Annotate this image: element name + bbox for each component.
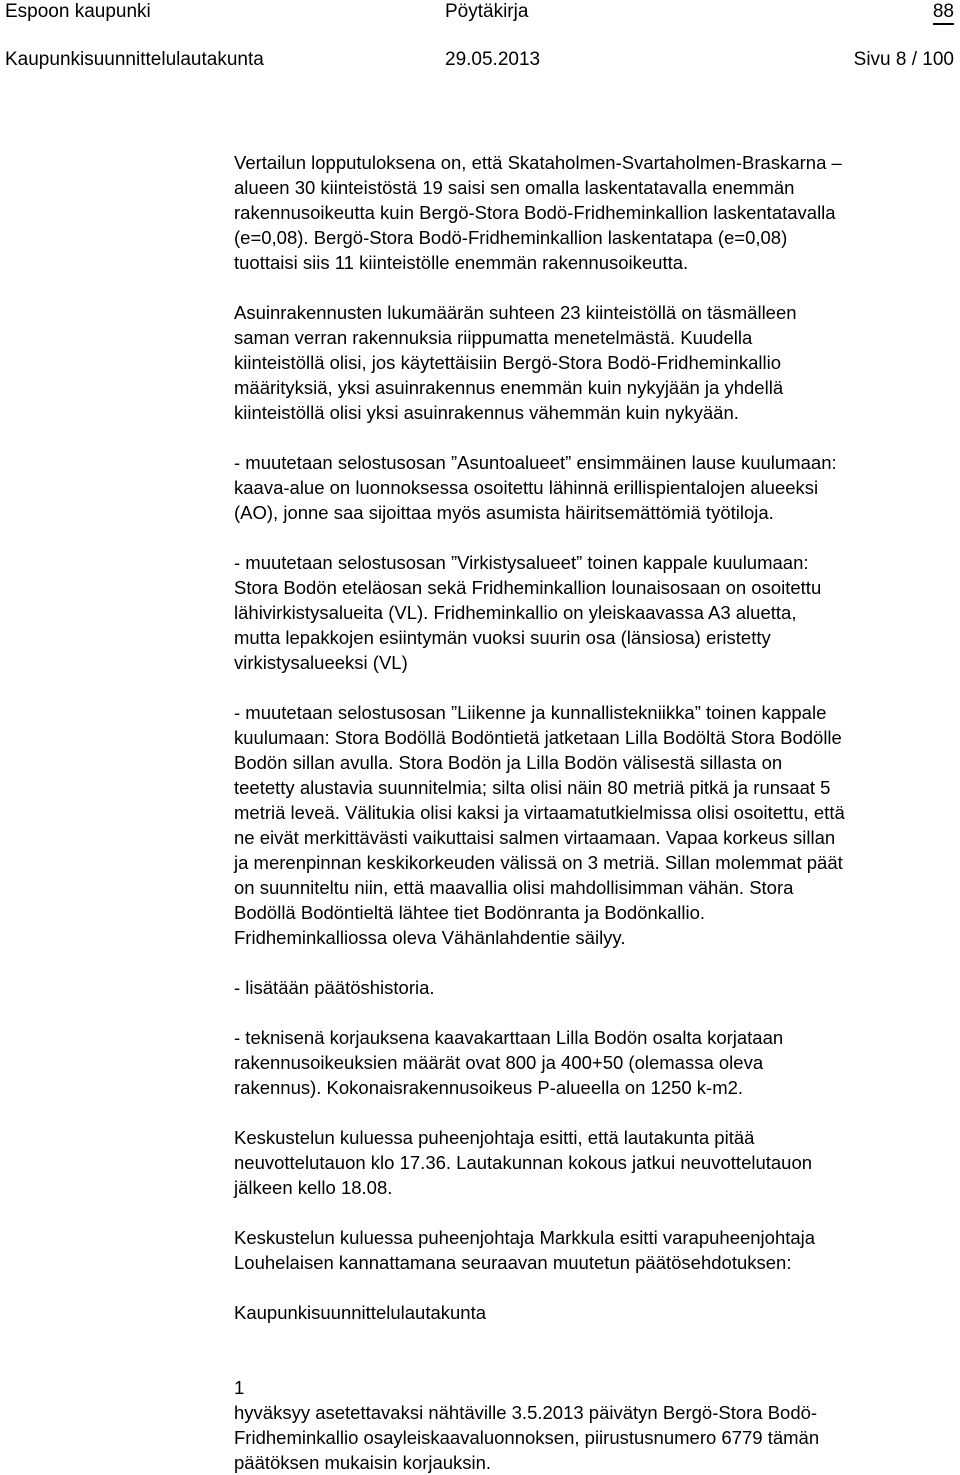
decision-item-text: hyväksyy asetettavaksi nähtäville 3.5.2013 päivätyn Bergö-Stora Bodö- Fridheminkallio osayleiskaavaluonnoksen, piirustusnumero 6779 tämän päätöksen mukaisin korjauksin. xyxy=(234,1402,820,1473)
document-body xyxy=(234,150,950,1475)
paragraph-traffic-change: - muutetaan selostusosan ”Liikenne ja kunnallistekniikka” toinen kappale kuulumaan: Stora Bodöllä Bodöntietä jatketaan Lilla Bodöltä Stora Bodölle Bodön sillan avulla. Stora Bodön ja Lilla Bodön välisestä sillasta on teetetty alustavia suunnitelmia; silta olisi näin 80 metriä pitkä ja runsaat 5 metriä leveä. Välitukia olisi kaksi ja virtaamatutkielmissa olisi osoitettu, että ne eivät merkittävästi vaikuttaisi salmen virtaamaan. Vapaa korkeus sillan ja merenpinnan keskikorkeuden välissä on 3 metriä. Sillan molemmat päät on suunniteltu niin, että maavallia olisi mahdollisimman vähän. Stora Bodöllä Bodöntieltä lähtee tiet Bodönranta ja Bodönkallio. Fridheminkalliossa oleva Vähänlahdentie säilyy. xyxy=(234,702,845,948)
paragraph-comparison-result: Vertailun lopputuloksena on, että Skataholmen-Svartaholmen-Braskarna – alueen 30 kiinteistöstä 19 saisi sen omalla laskentatavalla enemmän rakennusoikeutta kuin Bergö-Stora Bodö-Fridheminkallion laskentatavalla (e=0,08). Bergö-Stora Bodö-Fridheminkallion laskentatapa (e=0,08) tuottaisi siis 11 kiinteistölle enemmän rakennusoikeutta. xyxy=(234,152,842,273)
section-number-box xyxy=(933,0,954,25)
meeting-date: 29.05.2013 xyxy=(445,49,541,70)
paragraph-residential-areas-change: - muutetaan selostusosan ”Asuntoalueet” ensimmäinen lause kuulumaan: kaava-alue on luonnoksessa osoitettu lähinnä erillispientalojen alueeksi (AO), jonne saa sijoittaa myös asumista häiritsemättömiä työtiloja. xyxy=(234,452,837,523)
paragraph-residential-buildings: Asuinrakennusten lukumäärän suhteen 23 kiinteistöllä on täsmälleen saman verran rakennuksia riippumatta menetelmästä. Kuudella kiinteistöllä olisi, jos käytettäisiin Bergö-Stora Bodö-Fridheminkallio määrityksiä, yksi asuinrakennus enemmän kuin nykyjään ja yhdellä kiinteistöllä olisi yksi asuinrakennus vähemmän kuin nykyään. xyxy=(234,302,797,423)
paragraph-amended-proposal: Keskustelun kuluessa puheenjohtaja Markkula esitti varapuheenjohtaja Louhelaisen kannattamana seuraavan muutetun päätösehdotuksen: xyxy=(234,1227,816,1273)
paragraph-negotiation-break: Keskustelun kuluessa puheenjohtaja esitti, että lautakunta pitää neuvottelutauon klo 17.36. Lautakunnan kokous jatkui neuvottelutauon jälkeen kello 18.08. xyxy=(234,1127,813,1198)
organization-name: Espoon kaupunki xyxy=(5,1,151,22)
document-type: Pöytäkirja xyxy=(445,1,529,22)
page-counter: Sivu 8 / 100 xyxy=(853,49,954,70)
paragraph-committee: Kaupunkisuunnittelulautakunta xyxy=(234,1302,486,1323)
paragraph-decision-history: - lisätään päätöshistoria. xyxy=(234,977,435,998)
paragraph-recreation-areas-change: - muutetaan selostusosan ”Virkistysalueet” toinen kappale kuulumaan: Stora Bodön eteläosan sekä Fridheminkallion lounaisosaan on osoitettu lähivirkistysalueita (VL). Fridheminkallio on yleiskaavassa A3 aluetta, mutta lepakkojen esiintymän vuoksi suurin osa (länsiosa) eristetty virkistysalueeksi (VL) xyxy=(234,552,822,673)
decision-item-number: 1 xyxy=(234,1377,245,1398)
paragraph-technical-correction: - teknisenä korjauksena kaavakarttaan Lilla Bodön osalta korjataan rakennusoikeuksien määrät ovat 800 ja 400+50 (olemassa oleva rakennus). Kokonaisrakennusoikeus P-alueella on 1250 k-m2. xyxy=(234,1027,784,1098)
section-number: 88 xyxy=(933,1,954,25)
committee-name: Kaupunkisuunnittelulautakunta xyxy=(5,49,264,70)
